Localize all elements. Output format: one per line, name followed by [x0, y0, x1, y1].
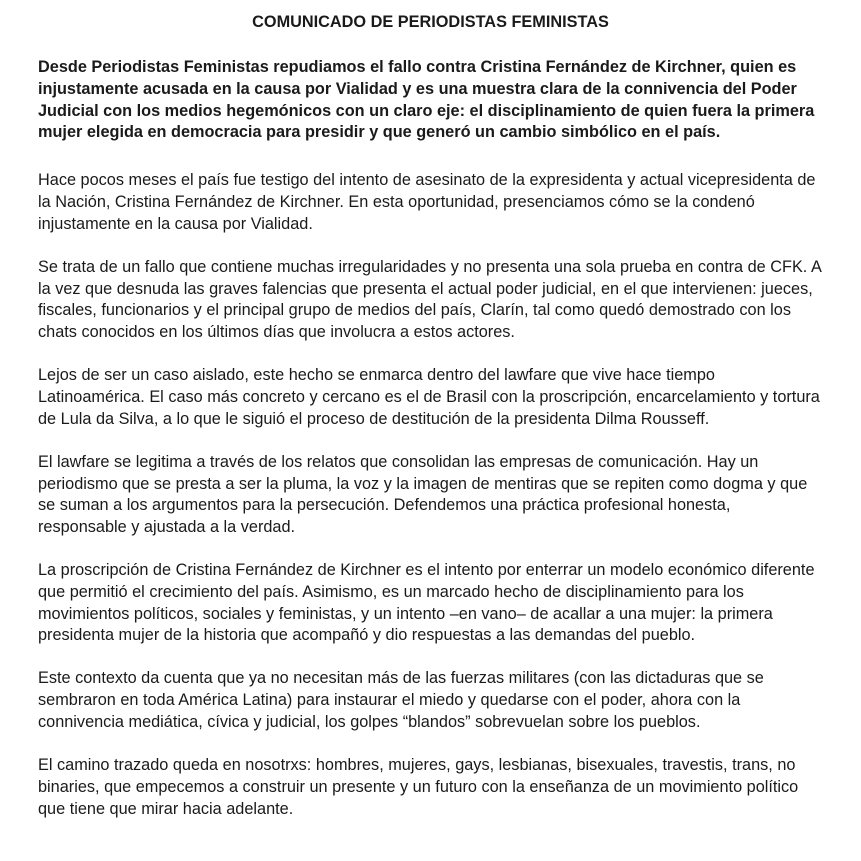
body-paragraph-5: La proscripción de Cristina Fernández de Kirchner es el intento por enterrar un modelo económico diferente que permitió el crecimiento del país. Asimismo, es un marcado hecho de disciplinamiento para los movimientos políticos, sociales y feministas, y un intento –en vano– de acallar a una mujer: la primera presidenta mujer de la historia que acompañó y dio respuestas a las demandas del pueblo.: [38, 561, 815, 645]
body-paragraph-2: Se trata de un fallo que contiene muchas irregularidades y no presenta una sola prueba en contra de CFK. A la vez que desnuda las graves falencias que presenta el actual poder judicial, en el que intervienen: jueces, fiscales, funcionarios y el principal grupo de medios del país, Clarín, tal como quedó demostrado con los chats conocidos en los últimos días que involucra a estos actores.: [38, 257, 821, 342]
body-paragraph-6: Este contexto da cuenta que ya no necesitan más de las fuerzas militares (con las dictaduras que se sembraron en toda América Latina) para instaurar el miedo y quedarse con el poder, ahora con la connivencia mediática, cívica y judicial, los golpes “blandos” sobrevuelan sobre los pueblos.: [38, 669, 764, 732]
document-title: COMUNICADO DE PERIODISTAS FEMINISTAS: [252, 13, 609, 31]
body-paragraph-7: El camino trazado queda en nosotrxs: hombres, mujeres, gays, lesbianas, bisexuales, travestis, trans, no binaries, que empecemos a construir un presente y un futuro con la enseñanza de un movimiento político que tiene que mirar hacia adelante.: [38, 756, 799, 818]
body-paragraph-1: Hace pocos meses el país fue testigo del intento de asesinato de la expresidenta y actual vicepresidenta de la Nación, Cristina Fernández de Kirchner. En esta oportunidad, presenciamos cómo se la condenó injustamente en la causa por Vialidad.: [38, 171, 816, 233]
body-paragraph-3: Lejos de ser un caso aislado, este hecho se enmarca dentro del lawfare que vive hace tiempo Latinoamérica. El caso más concreto y cercano es el de Brasil con la proscripción, encarcelamiento y tortura de Lula da Silva, a lo que le siguió el proceso de destitución de la presidenta Dilma Rousseff.: [38, 366, 820, 428]
body-paragraph-4: El lawfare se legitima a través de los relatos que consolidan las empresas de comunicación. Hay un periodismo que se presta a ser la pluma, la voz y la imagen de mentiras que se repiten como dogma y que se suman a los argumentos para la persecución. Defendemos una práctica profesional honesta, responsable y ajustada a la verdad.: [38, 452, 808, 537]
lead-paragraph: Desde Periodistas Feministas repudiamos el fallo contra Cristina Fernández de Kirchner, quien es injustamente acusada en la causa por Vialidad y es una muestra clara de la connivencia del Poder Judicial con los medios hegemónicos con un claro eje: el disciplinamiento de quien fuera la primera mujer elegida en democracia para presidir y que generó un cambio simbólico en el país.: [38, 58, 815, 142]
